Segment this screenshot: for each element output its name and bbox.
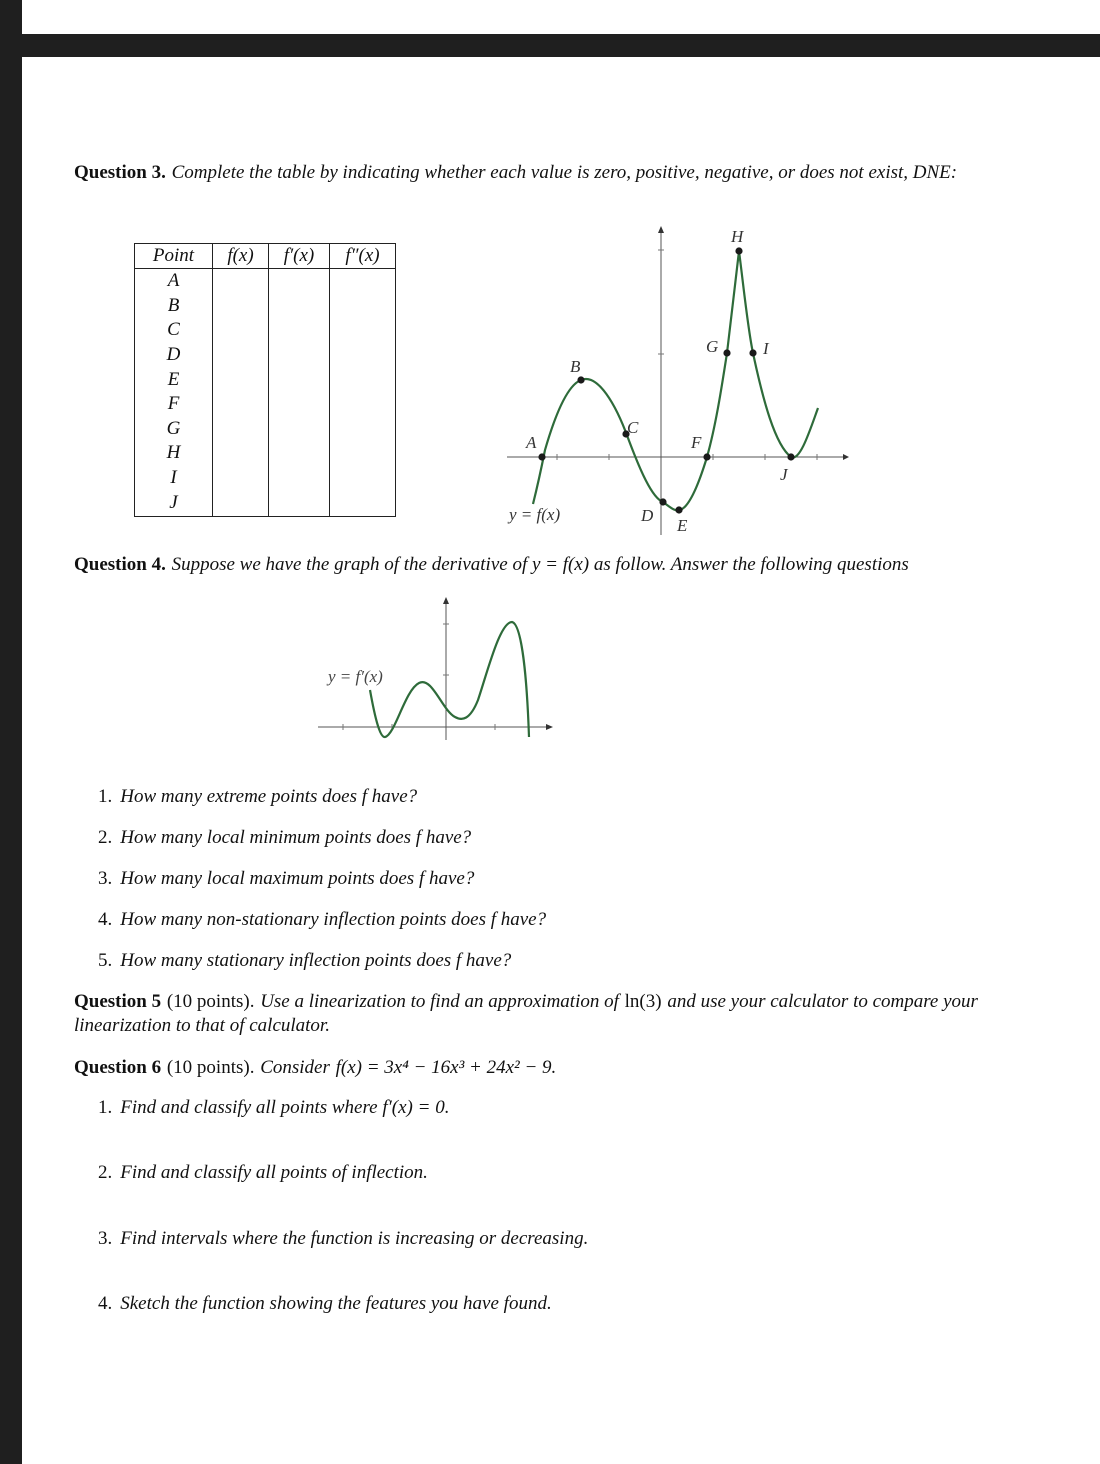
question-5: [74, 990, 1064, 1038]
question-6-title: Question 6: [74, 1057, 162, 1078]
table-cell: [213, 392, 269, 417]
item-text: Find intervals where the function is increasing or decreasing.: [120, 1228, 589, 1249]
table-cell: [213, 318, 269, 343]
question-6-points: (10 points).: [166, 1057, 255, 1078]
q6-item-3: [98, 1228, 588, 1250]
table-cell-point: I: [135, 466, 213, 491]
table-cell-point: F: [135, 392, 213, 417]
left-bar: [0, 0, 22, 1464]
item-text: How many non-stationary inflection points does f have?: [120, 909, 547, 930]
question-3: [74, 161, 1064, 185]
item-text: How many local minimum points does f have?: [120, 827, 472, 848]
item-number: 5.: [98, 950, 113, 971]
point-marker-i: [749, 349, 756, 356]
x-axis-arrow: [546, 724, 553, 730]
item-text: Find and classify all points where f′(x) = 0.: [120, 1097, 450, 1118]
point-label-d: D: [641, 506, 654, 525]
question-4-title: Question 4.: [74, 554, 166, 575]
q6-item-1: [98, 1097, 449, 1119]
table-row: [135, 294, 396, 319]
question-5-ln: ln(3): [624, 991, 662, 1012]
point-label-c: C: [627, 418, 639, 437]
table-cell: [213, 269, 269, 294]
question-4-text: Suppose we have the graph of the derivative of y = f(x) as follow. Answer the following questions: [171, 554, 909, 575]
q4-item-4: [98, 909, 546, 931]
table-cell-point: D: [135, 343, 213, 368]
table-cell: [269, 343, 330, 368]
table-cell-point: G: [135, 417, 213, 442]
question-6: [74, 1056, 1064, 1080]
point-marker-j: [787, 453, 794, 460]
table-row: [135, 417, 396, 442]
item-number: 2.: [98, 827, 113, 848]
question-6-text: Consider: [260, 1057, 330, 1078]
table-cell: [213, 294, 269, 319]
point-label-f: F: [691, 433, 702, 452]
item-text: How many local maximum points does f have?: [120, 868, 475, 889]
question-4: [74, 553, 1064, 577]
top-gap: [22, 0, 1100, 34]
fprime-curve: [370, 622, 529, 737]
top-bar: [22, 34, 1100, 57]
q4-item-5: [98, 950, 511, 972]
table-row: [135, 490, 396, 517]
table-cell: [269, 294, 330, 319]
table-cell: [269, 490, 330, 517]
question-5-points: (10 points).: [166, 991, 255, 1012]
table-cell: [330, 490, 396, 517]
table-row: [135, 441, 396, 466]
point-label-g: G: [706, 337, 719, 356]
q4-item-1: [98, 786, 417, 808]
table-cell-point: A: [135, 269, 213, 294]
point-label-h: H: [731, 227, 744, 246]
question-5-title: Question 5: [74, 991, 162, 1012]
table-cell: [330, 441, 396, 466]
q4-item-3: [98, 868, 474, 890]
table-row: [135, 367, 396, 392]
item-number: 3.: [98, 1228, 113, 1249]
point-marker-b: [577, 376, 584, 383]
point-label-a: A: [526, 433, 537, 452]
point-marker-g: [723, 349, 730, 356]
question-6-formula: f(x) = 3x⁴ − 16x³ + 24x² − 9.: [335, 1057, 557, 1078]
table-cell: [269, 392, 330, 417]
table-cell-point: C: [135, 318, 213, 343]
table-header: f′(x): [269, 244, 330, 269]
item-text: How many extreme points does f have?: [120, 786, 418, 807]
q6-item-2: [98, 1162, 428, 1184]
table-cell: [213, 343, 269, 368]
table-cell: [330, 417, 396, 442]
point-marker-f: [703, 453, 710, 460]
table-cell: [269, 318, 330, 343]
q4-item-2: [98, 827, 471, 849]
point-label-b: B: [570, 357, 581, 376]
item-number: 4.: [98, 909, 113, 930]
table-header: Point: [135, 244, 213, 269]
table-cell: [330, 466, 396, 491]
item-number: 3.: [98, 868, 113, 889]
item-text: Sketch the function showing the features you have found.: [120, 1293, 552, 1314]
table-cell: [213, 466, 269, 491]
point-label-e: E: [677, 516, 688, 535]
question-5-text-c: and use your calculator to compare your linearization to that of calculator.: [74, 991, 978, 1036]
table-cell: [330, 294, 396, 319]
table-cell: [330, 392, 396, 417]
question-3-text: Complete the table by indicating whether each value is zero, positive, negative, or does not exist, DNE:: [171, 162, 958, 183]
table-cell: [330, 343, 396, 368]
item-number: 2.: [98, 1162, 113, 1183]
table-cell: [269, 441, 330, 466]
graph-f-label: y = f(x): [509, 505, 561, 524]
table-header: f″(x): [330, 244, 396, 269]
table-cell: [269, 466, 330, 491]
table-cell-point: E: [135, 367, 213, 392]
table-row: [135, 392, 396, 417]
table-row: [135, 343, 396, 368]
question-5-text-a: Use a linearization to find an approximation of: [260, 991, 619, 1012]
table-header: f(x): [213, 244, 269, 269]
table-cell: [330, 269, 396, 294]
y-axis-arrow: [443, 597, 449, 604]
table-cell: [269, 417, 330, 442]
table-cell: [213, 367, 269, 392]
table-row: [135, 269, 396, 294]
table-cell: [269, 367, 330, 392]
table-cell: [213, 441, 269, 466]
table-cell: [213, 417, 269, 442]
f-curve: [533, 251, 818, 510]
table-cell: [213, 490, 269, 517]
point-marker-d: [659, 498, 666, 505]
table-row: [135, 466, 396, 491]
y-axis-arrow: [658, 226, 664, 233]
item-text: How many stationary inflection points does f have?: [120, 950, 512, 971]
table-cell: [330, 367, 396, 392]
point-label-i: I: [763, 339, 769, 358]
point-label-j: J: [780, 465, 788, 484]
table-cell: [269, 269, 330, 294]
q6-item-4: [98, 1293, 552, 1315]
table-cell-point: H: [135, 441, 213, 466]
table-cell: [330, 318, 396, 343]
item-number: 1.: [98, 786, 113, 807]
graph-fprime-label: y = f′(x): [328, 667, 383, 686]
table-row: [135, 318, 396, 343]
point-marker-a: [538, 453, 545, 460]
question-3-title: Question 3.: [74, 162, 166, 183]
point-marker-e: [675, 506, 682, 513]
x-axis-arrow: [843, 454, 849, 460]
item-number: 4.: [98, 1293, 113, 1314]
points-table: [134, 243, 396, 517]
table-cell-point: B: [135, 294, 213, 319]
graph-fprime: [310, 592, 560, 747]
point-marker-h: [735, 247, 742, 254]
table-cell-point: J: [135, 490, 213, 517]
graph-f: [500, 222, 860, 542]
item-number: 1.: [98, 1097, 113, 1118]
item-text: Find and classify all points of inflection.: [120, 1162, 428, 1183]
